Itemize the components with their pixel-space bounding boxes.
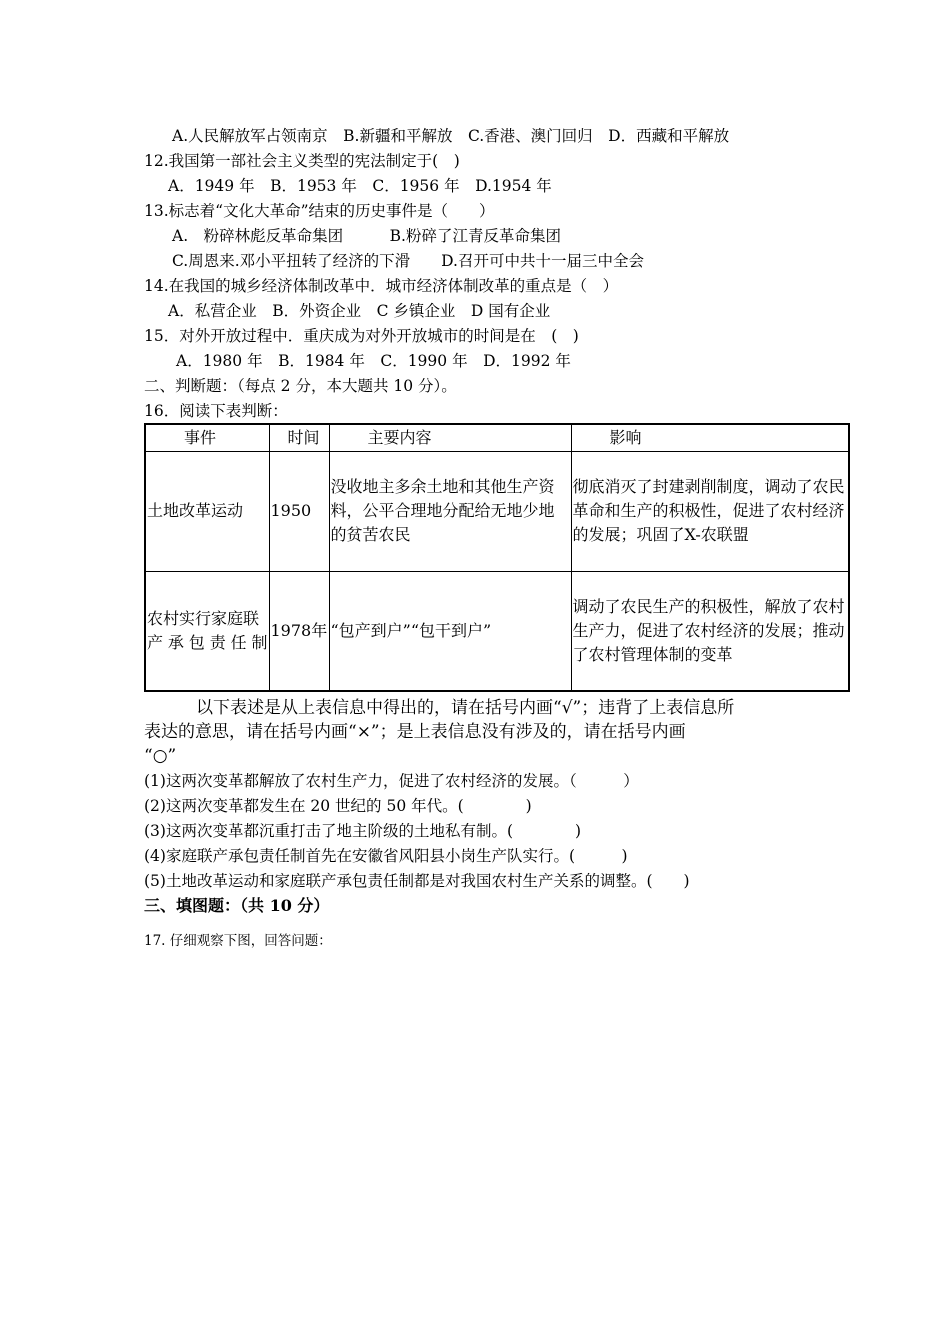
table-header-row <box>145 424 849 452</box>
reform-table <box>144 423 850 692</box>
q12-stem: 12.我国第一部社会主义类型的宪法制定于( ) <box>144 152 460 170</box>
cell-event: 土地改革运动 <box>145 452 269 571</box>
q12-options: A．1949 年 B．1953 年 C．1956 年 D.1954 年 <box>168 177 552 195</box>
statement-2: (2)这两次变革都发生在 20 世纪的 50 年代。( ) <box>144 797 532 815</box>
statement-1: (1)这两次变革都解放了农村生产力，促进了农村经济的发展。（ ） <box>144 772 639 790</box>
cell-event: 农村实行家庭联产承包责任制 <box>145 571 269 691</box>
q17-stem: 17. 仔细观察下图，回答问题： <box>144 933 332 949</box>
cell-content: 没收地主多余土地和其他生产资料，公平合理地分配给无地少地的贫苦农民 <box>329 452 571 571</box>
header-impact: 影响 <box>571 424 849 452</box>
header-content: 主要内容 <box>329 424 571 452</box>
cell-content: “包产到户”“包干到户” <box>329 571 571 691</box>
q16-stem: 16．阅读下表判断： <box>144 402 288 420</box>
header-event: 事件 <box>145 424 269 452</box>
instruction-line-3: “○” <box>144 746 177 766</box>
q13-stem: 13.标志着“文化大革命”结束的历史事件是（ ） <box>144 202 495 220</box>
q13-options-1: A. 粉碎林彪反革命集团 B.粉碎了江青反革命集团 <box>172 227 561 245</box>
q15-stem: 15．对外开放过程中．重庆成为对外开放城市的时间是在 ( ) <box>144 327 579 345</box>
statement-5: (5)土地改革运动和家庭联产承包责任制都是对我国农村生产关系的调整。( ) <box>144 872 690 890</box>
section2-title: 二、判断题：（每点 2 分，本大题共 10 分）。 <box>144 377 457 395</box>
header-time: 时间 <box>269 424 329 452</box>
statement-3: (3)这两次变革都沉重打击了地主阶级的土地私有制。( ) <box>144 822 582 840</box>
cell-time: 1950 <box>269 452 329 571</box>
table-row <box>145 571 849 691</box>
q14-stem: 14.在我国的城乡经济体制改革中．城市经济体制改革的重点是（ ） <box>144 277 619 295</box>
q14-options: A．私营企业 B．外资企业 C 乡镇企业 D 国有企业 <box>168 302 551 320</box>
statement-4: (4)家庭联产承包责任制首先在安徽省风阳县小岗生产队实行。( ) <box>144 847 628 865</box>
table-row <box>145 452 849 571</box>
cell-impact: 调动了农民生产的积极性，解放了农村生产力，促进了农村经济的发展；推动了农村管理体制的变革 <box>571 571 849 691</box>
instruction-line-2: 表达的意思，请在括号内画“×”；是上表信息没有涉及的，请在括号内画 <box>144 722 686 742</box>
q15-options: A．1980 年 B．1984 年 C．1990 年 D．1992 年 <box>176 352 571 370</box>
q13-options-2: C.周恩来.邓小平扭转了经济的下滑 D.召开可中共十一届三中全会 <box>172 252 644 270</box>
cell-time: 1978年 <box>269 571 329 691</box>
q11-options: A.人民解放军占领南京 B.新疆和平解放 C.香港、澳门回归 D．西藏和平解放 <box>172 127 730 145</box>
instruction-line-1: 以下表述是从上表信息中得出的，请在括号内画“√”；违背了上表信息所 <box>196 698 735 718</box>
cell-impact: 彻底消灭了封建剥削制度，调动了农民革命和生产的积极性，促进了农村经济的发展；巩固了X-农联盟 <box>571 452 849 571</box>
section3-title: 三、填图题：（共 10 分） <box>144 896 330 915</box>
